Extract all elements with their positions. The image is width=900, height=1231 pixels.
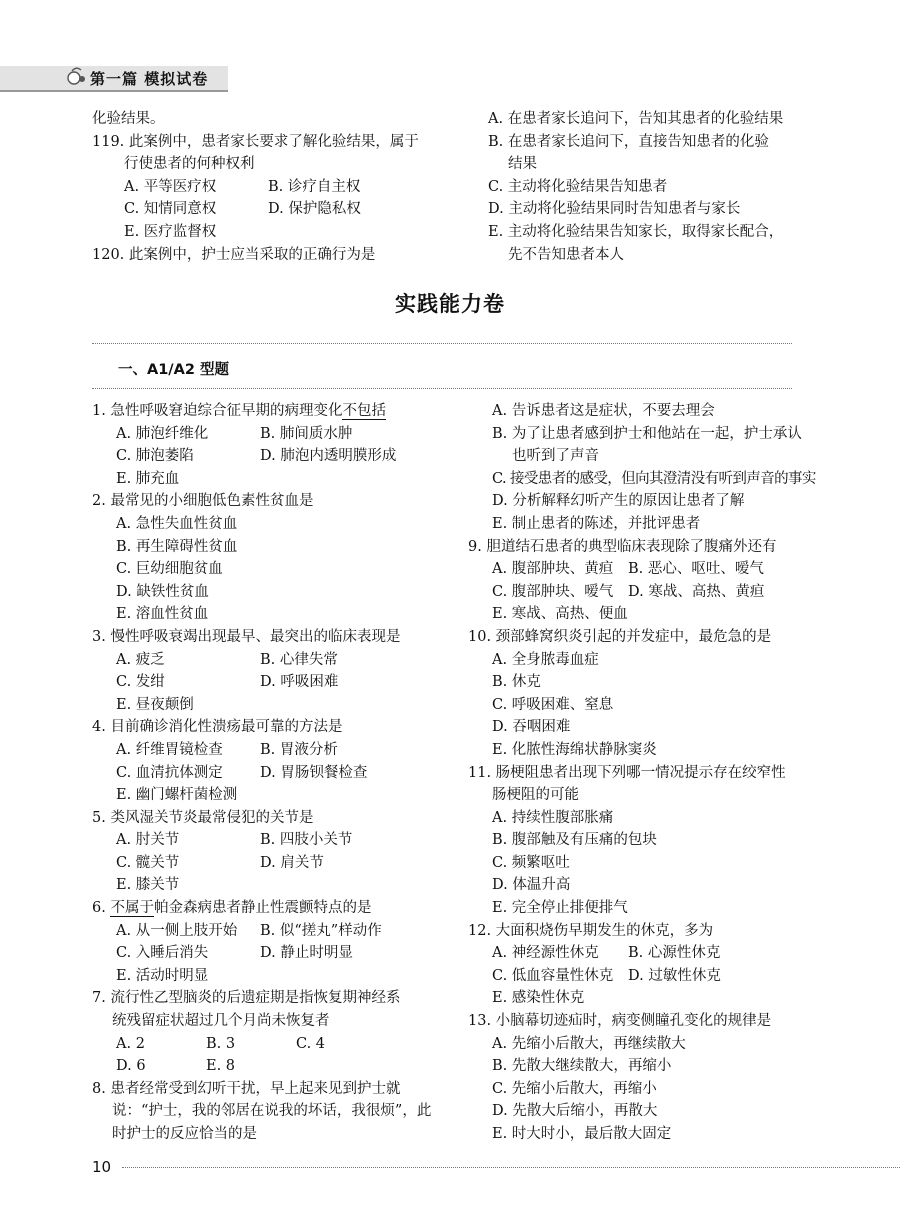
option-b: B. 心源性休克 xyxy=(628,945,721,962)
question-6-number: 6. xyxy=(92,900,111,917)
question-9-options-cd xyxy=(468,581,808,604)
option-e: E. 医疗监督权 xyxy=(124,223,217,240)
question-1-options-cd xyxy=(92,445,462,468)
option-a: A. 肺泡纤维化 xyxy=(116,425,209,442)
option-c: C. 发绀 xyxy=(116,674,165,691)
option-b: B. 似“搓丸”样动作 xyxy=(260,922,382,939)
option-c: C. 髋关节 xyxy=(116,854,180,871)
question-4-options-ab xyxy=(92,739,462,762)
option-a: A. 平等医疗权 xyxy=(124,178,217,195)
option-b: B. 心律失常 xyxy=(260,651,338,668)
question-11-stem: 11. 肠梗阻患者出现下列哪一情况提示存在绞窄性 xyxy=(468,764,786,781)
option-b: B. 先散大继续散大，再缩小 xyxy=(492,1058,672,1075)
question-6-stem xyxy=(92,897,462,920)
option-d: D. 静止时明显 xyxy=(260,945,353,962)
option-c: C. 知情同意权 xyxy=(124,201,217,218)
option-e: E. 化脓性海绵状静脉窦炎 xyxy=(492,741,657,758)
question-5-stem: 5. 类风湿关节炎最常侵犯的关节是 xyxy=(92,809,314,826)
option-a: A. 急性失血性贫血 xyxy=(116,515,238,532)
chapter-title: 第一篇 模拟试卷 xyxy=(90,70,209,88)
question-120-stem: 120. 此案例中，护士应当采取的正确行为是 xyxy=(92,246,376,263)
question-7-stem: 7. 流行性乙型脑炎的后遗症期是指恢复期神经系 xyxy=(92,990,401,1007)
question-1-text: 1. 急性呼吸窘迫综合征早期的病理变化 xyxy=(92,403,343,419)
option-b: B. 在患者家长追问下，直接告知患者的化验 xyxy=(488,133,769,150)
question-11-stem-cont: 肠梗阻的可能 xyxy=(492,787,579,804)
question-8-stem: 8. 患者经常受到幻听干扰，早上起来见到护士就 xyxy=(92,1080,401,1097)
chapter-header xyxy=(0,66,228,90)
option-e: E. 感染性休克 xyxy=(492,990,585,1007)
header-rule xyxy=(0,90,228,92)
option-e: E. 时大时小，最后散大固定 xyxy=(492,1126,672,1142)
option-b: B. 诊疗自主权 xyxy=(268,178,361,195)
option-d: D. 体温升高 xyxy=(492,877,571,894)
option-e: E. 肺充血 xyxy=(116,470,180,487)
continued-text: 化验结果。 xyxy=(92,111,165,127)
option-e: E. 寒战、高热、便血 xyxy=(492,606,628,623)
option-e: E. 8 xyxy=(206,1058,236,1075)
option-c: C. 频繁呕吐 xyxy=(492,854,570,871)
option-a: A. 从一侧上肢开始 xyxy=(116,922,238,939)
option-b: B. 肺间质水肿 xyxy=(260,425,353,442)
question-12-options-cd xyxy=(468,965,808,988)
footer-dotted-rule xyxy=(122,1167,900,1168)
right-column xyxy=(468,400,816,1146)
option-c: C. 呼吸困难、窒息 xyxy=(492,696,614,713)
question-6-options-cd xyxy=(92,942,462,965)
option-c: C. 先缩小后散大，再缩小 xyxy=(492,1080,657,1097)
left-column xyxy=(92,400,462,1146)
option-b: B. 胃液分析 xyxy=(260,741,338,758)
question-6-options-ab xyxy=(92,920,462,943)
option-a: A. 在患者家长追问下，告知其患者的化验结果 xyxy=(488,111,784,127)
option-d: D. 主动将化验结果同时告知患者与家长 xyxy=(488,201,741,218)
option-c: C. 接受患者的感受，但向其澄清没有听到声音的事实 xyxy=(492,470,816,487)
option-e: E. 完全停止排便排气 xyxy=(492,900,628,917)
question-1-stem xyxy=(92,400,462,423)
question-12-stem: 12. 大面积烧伤早期发生的休克，多为 xyxy=(468,922,714,939)
question-6-text: 帕金森病患者静止性震颤特点的是 xyxy=(153,900,372,917)
section-title: 实践能力卷 xyxy=(395,292,505,316)
option-d: D. 吞咽困难 xyxy=(492,719,571,736)
question-9-options-ab xyxy=(468,558,808,581)
option-e: E. 活动时明显 xyxy=(116,967,209,984)
option-e: E. 昼夜颠倒 xyxy=(116,696,194,713)
option-c: C. 主动将化验结果告知患者 xyxy=(488,178,668,195)
option-a: A. 神经源性休克 xyxy=(492,945,599,962)
option-c: C. 腹部肿块、嗳气 xyxy=(492,583,614,600)
question-8-stem-cont: 说：“护士，我的邻居在说我的坏话，我很烦”，此 xyxy=(112,1103,432,1120)
option-d: D. 寒战、高热、黄疸 xyxy=(628,583,765,600)
question-5-options-ab xyxy=(92,829,462,852)
option-c: C. 血清抗体测定 xyxy=(116,764,223,781)
option-d: D. 缺铁性贫血 xyxy=(116,583,209,600)
question-119-options-cd xyxy=(92,198,462,221)
option-d: D. 6 xyxy=(116,1058,146,1075)
option-b: B. 四肢小关节 xyxy=(260,832,353,849)
option-b: B. 再生障碍性贫血 xyxy=(116,538,238,555)
question-119-options-ab xyxy=(92,176,462,199)
option-c: C. 4 xyxy=(296,1035,326,1052)
option-c: C. 入睡后消失 xyxy=(116,945,209,962)
question-3-stem: 3. 慢性呼吸衰竭出现最早、最突出的临床表现是 xyxy=(92,628,401,645)
question-1-emphasis: 不包括 xyxy=(342,403,386,419)
option-c: C. 肺泡萎陷 xyxy=(116,448,194,465)
option-d: D. 呼吸困难 xyxy=(260,674,339,691)
question-10-stem: 10. 颈部蜂窝织炎引起的并发症中，最危急的是 xyxy=(468,628,772,645)
option-b-cont: 也听到了声音 xyxy=(512,448,599,465)
question-7-options-abc xyxy=(92,1033,462,1056)
option-b: B. 3 xyxy=(206,1035,236,1052)
option-b: B. 为了让患者感到护士和他站在一起，护士承认 xyxy=(492,425,802,442)
question-4-options-cd xyxy=(92,762,462,785)
option-b: B. 休克 xyxy=(492,674,541,691)
page-number: 10 xyxy=(92,1158,112,1176)
top-left-column xyxy=(92,108,462,266)
option-e: E. 溶血性贫血 xyxy=(116,606,209,623)
question-8-stem-cont2: 时护士的反应恰当的是 xyxy=(112,1126,257,1142)
question-1-options-ab xyxy=(92,423,462,446)
dotted-rule-top xyxy=(92,343,792,344)
question-4-stem: 4. 目前确诊消化性溃疡最可靠的方法是 xyxy=(92,719,343,736)
option-a: A. 腹部肿块、黄疸 xyxy=(492,561,614,578)
option-a: A. 疲乏 xyxy=(116,651,165,668)
top-right-column xyxy=(488,108,818,266)
option-d: D. 胃肠钡餐检查 xyxy=(260,764,368,781)
question-5-options-cd xyxy=(92,852,462,875)
question-3-options-cd xyxy=(92,671,462,694)
option-d: D. 肺泡内透明膜形成 xyxy=(260,448,397,465)
question-119-stem-cont: 行使患者的何种权利 xyxy=(124,156,255,173)
option-c: C. 巨幼细胞贫血 xyxy=(116,561,223,578)
question-13-stem: 13. 小脑幕切迹疝时，病变侧瞳孔变化的规律是 xyxy=(468,1013,772,1030)
option-a: A. 告诉患者这是症状，不要去理会 xyxy=(492,403,715,419)
option-a: A. 全身脓毒血症 xyxy=(492,651,599,668)
option-d: D. 保护隐私权 xyxy=(268,201,361,218)
option-e-cont: 先不告知患者本人 xyxy=(508,246,624,263)
question-7-options-de xyxy=(92,1055,462,1078)
chapter-logo-icon xyxy=(66,66,88,88)
question-3-options-ab xyxy=(92,649,462,672)
option-b-cont: 结果 xyxy=(508,156,537,173)
option-a: A. 纤维胃镜检查 xyxy=(116,741,223,758)
option-e: E. 制止患者的陈述，并批评患者 xyxy=(492,515,701,532)
option-a: A. 先缩小后散大，再继续散大 xyxy=(492,1035,686,1052)
option-e: E. 主动将化验结果告知家长，取得家长配合， xyxy=(488,223,784,240)
question-6-emphasis: 不属于 xyxy=(110,900,154,917)
option-d: D. 分析解释幻听产生的原因让患者了解 xyxy=(492,493,745,510)
dotted-rule-bottom xyxy=(92,388,792,389)
option-a: A. 肘关节 xyxy=(116,832,180,849)
sub-heading: 一、A1/A2 型题 xyxy=(118,362,229,378)
option-a: A. 2 xyxy=(116,1035,145,1052)
question-7-stem-cont: 统残留症状超过几个月尚未恢复者 xyxy=(112,1013,330,1030)
option-c: C. 低血容量性休克 xyxy=(492,967,614,984)
question-119-stem: 119. 此案例中，患者家长要求了解化验结果，属于 xyxy=(92,133,419,150)
option-b: B. 恶心、呕吐、嗳气 xyxy=(628,561,764,578)
option-e: E. 膝关节 xyxy=(116,877,180,894)
option-e: E. 幽门螺杆菌检测 xyxy=(116,787,238,804)
question-2-stem: 2. 最常见的小细胞低色素性贫血是 xyxy=(92,493,314,510)
option-d: D. 过敏性休克 xyxy=(628,967,721,984)
option-a: A. 持续性腹部胀痛 xyxy=(492,809,614,826)
option-b: B. 腹部触及有压痛的包块 xyxy=(492,832,657,849)
question-12-options-ab xyxy=(468,942,808,965)
option-d: D. 肩关节 xyxy=(260,854,324,871)
question-9-stem: 9. 胆道结石患者的典型临床表现除了腹痛外还有 xyxy=(468,538,777,555)
option-d: D. 先散大后缩小，再散大 xyxy=(492,1103,658,1120)
